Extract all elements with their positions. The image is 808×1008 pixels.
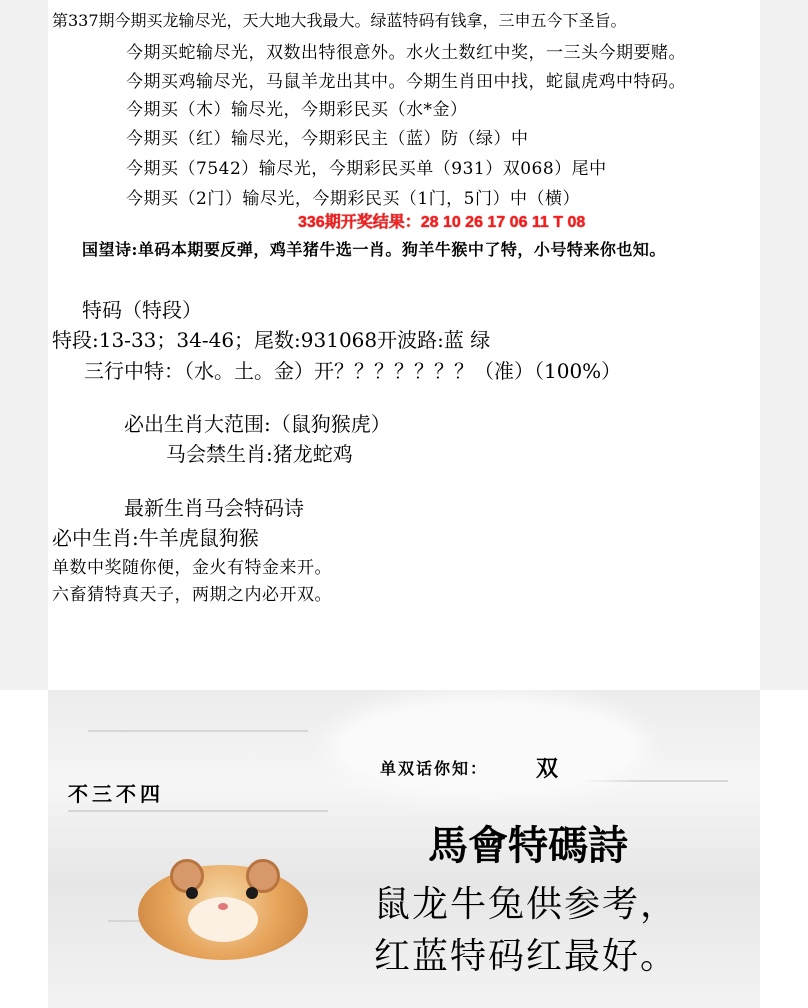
result-line: 336期开奖结果：28 10 26 17 06 11 T 08 — [298, 214, 586, 231]
text-line-4: 今期买（木）输尽光，今期彩民买（水*金） — [126, 100, 468, 120]
latest-title: 最新生肖马会特码诗 — [124, 496, 304, 520]
banner-line-2: 红蓝特码红最好。 — [374, 936, 679, 977]
tema-line: 特段:13-33；34-46；尾数:931068开波路:蓝 绿 — [52, 328, 491, 352]
hamster-eye — [246, 887, 258, 899]
text-line-2: 今期买蛇输尽光，双数出特很意外。水火土数红中奖，一三头今期要赌。 — [126, 43, 686, 63]
hamster-image — [128, 855, 318, 965]
text-line-6: 今期买（7542）输尽光，今期彩民买单（931）双068）尾中 — [126, 159, 607, 179]
danshuang-label: 单双话你知： — [380, 761, 489, 778]
poem2-line-1: 单数中奖随你便，金火有特金来开。 — [52, 558, 332, 578]
hamster-eye — [186, 887, 198, 899]
tema-title: 特码（特段） — [82, 298, 202, 322]
right-margin — [760, 0, 808, 690]
text-line-5: 今期买（红）输尽光，今期彩民主（蓝）防（绿）中 — [126, 129, 529, 149]
poem2-line-2: 六畜猜特真天子，两期之内必开双。 — [52, 585, 332, 605]
bottom-banner — [48, 690, 760, 1008]
texture-streak — [88, 730, 308, 732]
banner-line-1: 鼠龙牛兔供参考， — [374, 884, 679, 925]
text-line-1: 第337期今期买龙输尽光，天大地大我最大。绿蓝特码有钱拿，三申五今下圣旨。 — [52, 11, 627, 30]
text-line-7: 今期买（2门）输尽光，今期彩民买（1门，5门）中（横） — [126, 189, 580, 209]
mahui-line: 马会禁生肖:猪龙蛇鸡 — [166, 442, 353, 466]
sanhang-line: 三行中特：（水。土。金）开？？？？？？？（准）（100%） — [84, 359, 622, 383]
bichu-line: 必出生肖大范围:（鼠狗猴虎） — [124, 412, 391, 436]
danshuang-value: 双 — [536, 756, 559, 782]
left-margin — [0, 0, 48, 690]
text-line-3: 今期买鸡输尽光，马鼠羊龙出其中。今期生肖田中找，蛇鼠虎鸡中特码。 — [126, 72, 686, 92]
bu-san-bu-si: 不三不四 — [68, 782, 164, 806]
poem-line: 国望诗:单码本期要反弹，鸡羊猪牛选一肖。狗羊牛猴中了特，小号特来你也知。 — [82, 240, 666, 259]
texture-streak — [68, 810, 328, 812]
bizhong-line: 必中生肖:牛羊虎鼠狗猴 — [52, 526, 259, 550]
hamster-nose — [218, 903, 228, 910]
banner-title: 馬會特碼詩 — [428, 824, 628, 868]
